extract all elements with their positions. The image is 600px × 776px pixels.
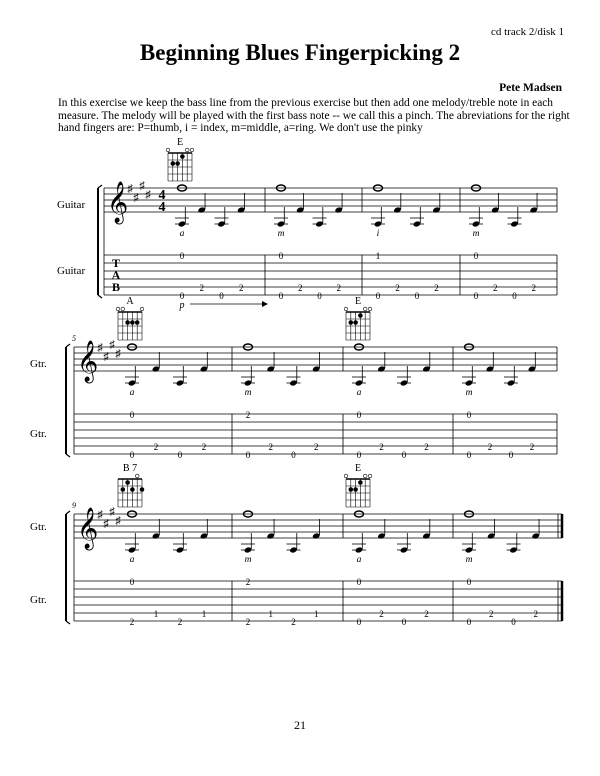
- chord-open-string: [190, 148, 194, 152]
- key-signature-sharp: ♯: [139, 180, 145, 192]
- time-signature-top: 4: [158, 188, 166, 203]
- finger-label: m: [277, 229, 285, 239]
- treble-clef-icon: 𝄞: [77, 508, 99, 548]
- tab-number: 0: [129, 450, 135, 460]
- chord-dot: [175, 161, 180, 166]
- chord-diagram-b7: [118, 463, 144, 507]
- chord-dot: [121, 487, 126, 492]
- chord-open-string: [135, 474, 139, 478]
- key-signature-sharp: ♯: [115, 348, 121, 360]
- tab-number: 1: [268, 609, 273, 619]
- key-signature-sharp: ♯: [127, 183, 133, 195]
- chord-dot: [349, 487, 354, 492]
- tab-number: 0: [473, 291, 479, 301]
- tab-number-melody: 0: [466, 577, 472, 587]
- tab-number-melody: 0: [129, 410, 135, 420]
- tab-number: 0: [278, 291, 284, 301]
- tab-number: 2: [239, 283, 244, 293]
- tab-number: 2: [487, 442, 493, 452]
- chord-open-string: [363, 474, 367, 478]
- tab-number: 2: [379, 609, 384, 619]
- tab-number: 0: [219, 291, 224, 301]
- key-signature-sharp: ♯: [103, 351, 109, 363]
- track-info: cd track 2/disk 1: [490, 26, 564, 38]
- chord-dot: [130, 320, 135, 325]
- finger-label: i: [376, 229, 380, 239]
- chord-dot: [358, 313, 363, 318]
- key-signature-sharp: ♯: [97, 509, 103, 521]
- chord-dot: [353, 487, 358, 492]
- tab-number: 0: [414, 291, 420, 301]
- tab-number-melody: 2: [245, 410, 251, 420]
- key-signature-sharp: ♯: [97, 342, 103, 354]
- tab-number: 2: [395, 283, 400, 293]
- tab-number: 2: [298, 283, 303, 293]
- chord-name: E: [354, 296, 362, 307]
- thumb-arrow-head: [262, 301, 268, 307]
- tab-letter: B: [111, 280, 121, 294]
- tab-number: 2: [199, 283, 204, 293]
- tab-number-melody: 0: [278, 251, 284, 261]
- tab-number: 2: [245, 617, 251, 627]
- chord-open-string: [140, 307, 144, 311]
- finger-label: m: [244, 555, 252, 565]
- chord-dot: [125, 320, 130, 325]
- finger-label: a: [356, 555, 362, 565]
- tab-number: 0: [466, 617, 472, 627]
- instrument-label: Gtr.: [30, 521, 47, 533]
- chord-open-string: [121, 307, 125, 311]
- instrument-label: Gtr.: [30, 358, 47, 370]
- tab-number-melody: 1: [375, 251, 381, 261]
- tab-number: 2: [129, 617, 135, 627]
- tab-number: 1: [201, 609, 207, 619]
- finger-label: m: [465, 388, 473, 398]
- chord-dot: [353, 320, 358, 325]
- tab-number: 0: [401, 617, 407, 627]
- tab-number: 2: [533, 609, 538, 619]
- tab-number-melody: 0: [129, 577, 135, 587]
- key-signature-sharp: ♯: [109, 506, 115, 518]
- key-signature-sharp: ♯: [115, 515, 121, 527]
- tab-number-melody: 0: [356, 410, 362, 420]
- chord-dot: [349, 320, 354, 325]
- chord-dot: [140, 487, 145, 492]
- finger-label: a: [129, 388, 135, 398]
- author: Pete Madsen: [499, 82, 562, 94]
- measure-number: 9: [72, 501, 76, 510]
- tab-number: 0: [375, 291, 381, 301]
- chord-dot: [125, 480, 130, 485]
- tab-number-melody: 0: [356, 577, 362, 587]
- system-bracket-top: [66, 511, 70, 514]
- instrument-label-tab: Gtr.: [30, 594, 47, 606]
- chord-diagram-e: [166, 137, 194, 181]
- system-bracket-top: [98, 185, 102, 188]
- system-bracket-bottom: [98, 295, 102, 298]
- finger-label: a: [129, 555, 135, 565]
- finger-label: m: [472, 229, 480, 239]
- tab-number: 2: [336, 283, 341, 293]
- key-signature-sharp: ♯: [133, 192, 139, 204]
- tab-letter: A: [111, 268, 121, 282]
- system-bracket-bottom: [66, 621, 70, 624]
- key-signature-sharp: ♯: [145, 189, 151, 201]
- tab-number-melody: 0: [473, 251, 479, 261]
- chord-open-string: [368, 307, 372, 311]
- time-signature-bottom: 4: [158, 200, 166, 215]
- finger-label: a: [179, 229, 185, 239]
- key-signature-sharp: ♯: [103, 518, 109, 530]
- tab-number: 2: [268, 442, 273, 452]
- chord-diagram-a: [116, 296, 144, 340]
- chord-dot: [135, 320, 140, 325]
- tab-number: 2: [434, 283, 439, 293]
- tab-number: 0: [466, 450, 472, 460]
- chord-open-string: [363, 307, 367, 311]
- tab-number: 2: [493, 283, 498, 293]
- system-bracket-top: [66, 344, 70, 347]
- tab-number-melody: 2: [245, 577, 251, 587]
- chord-dot: [171, 161, 176, 166]
- chord-open-string: [344, 307, 348, 311]
- chord-name: B 7: [122, 463, 138, 474]
- tab-number: 0: [356, 617, 362, 627]
- treble-clef-icon: 𝄞: [107, 182, 129, 222]
- tab-number: 2: [379, 442, 384, 452]
- treble-clef-icon: 𝄞: [77, 341, 99, 381]
- tab-number: 0: [179, 291, 185, 301]
- page-title: Beginning Blues Fingerpicking 2: [139, 40, 461, 65]
- chord-open-string: [368, 474, 372, 478]
- instrument-label-tab: Guitar: [57, 265, 86, 277]
- tab-number: 2: [314, 442, 319, 452]
- tab-number: 2: [489, 609, 494, 619]
- tab-number: 1: [153, 609, 159, 619]
- tab-letter: T: [111, 256, 121, 270]
- intro-paragraph: In this exercise we keep the bass line from the previous exercise but then add one melody/treble note in each measure. The melody will be played with the first bass note -- we call this a pinch. The abreviations for the right hand fingers are: P=thumb, i = index, m=middle, a=ring. We don't use the pinky: [58, 97, 570, 135]
- finger-label: m: [244, 388, 252, 398]
- tab-number: 2: [177, 617, 183, 627]
- tab-number: 0: [291, 450, 296, 460]
- chord-name: E: [354, 463, 362, 474]
- thumb-mark: p: [179, 300, 185, 311]
- key-signature-sharp: ♯: [109, 339, 115, 351]
- chord-open-string: [166, 148, 170, 152]
- finger-label: m: [465, 555, 473, 565]
- tab-number: 0: [508, 450, 514, 460]
- tab-number-melody: 0: [466, 410, 472, 420]
- chord-dot: [358, 480, 363, 485]
- tab-number: 0: [511, 617, 516, 627]
- tab-number: 2: [529, 442, 535, 452]
- tab-number: 2: [291, 617, 296, 627]
- page-number: 21: [294, 718, 306, 732]
- tab-number: 2: [424, 442, 429, 452]
- instrument-label: Guitar: [57, 199, 86, 211]
- system-bracket-bottom: [66, 454, 70, 457]
- measure-number: 5: [72, 334, 76, 343]
- chord-dot: [130, 487, 135, 492]
- tab-number: 0: [245, 450, 251, 460]
- chord-name: A: [126, 296, 134, 307]
- tab-number: 2: [424, 609, 429, 619]
- tab-number: 2: [531, 283, 536, 293]
- chord-diagram-e: [344, 463, 372, 507]
- tab-number: 2: [153, 442, 159, 452]
- chord-open-string: [185, 148, 189, 152]
- finger-label: a: [356, 388, 362, 398]
- tab-number: 2: [201, 442, 207, 452]
- tab-number: 0: [356, 450, 362, 460]
- tab-number: 1: [314, 609, 319, 619]
- tab-number: 0: [177, 450, 183, 460]
- chord-open-string: [116, 307, 120, 311]
- instrument-label-tab: Gtr.: [30, 428, 47, 440]
- chord-dot: [180, 154, 185, 159]
- tab-number: 0: [317, 291, 322, 301]
- chord-open-string: [344, 474, 348, 478]
- chord-diagram-e: [344, 296, 372, 340]
- tab-number: 0: [512, 291, 517, 301]
- tab-number-melody: 0: [179, 251, 185, 261]
- tab-number: 0: [401, 450, 407, 460]
- chord-name: E: [176, 137, 184, 148]
